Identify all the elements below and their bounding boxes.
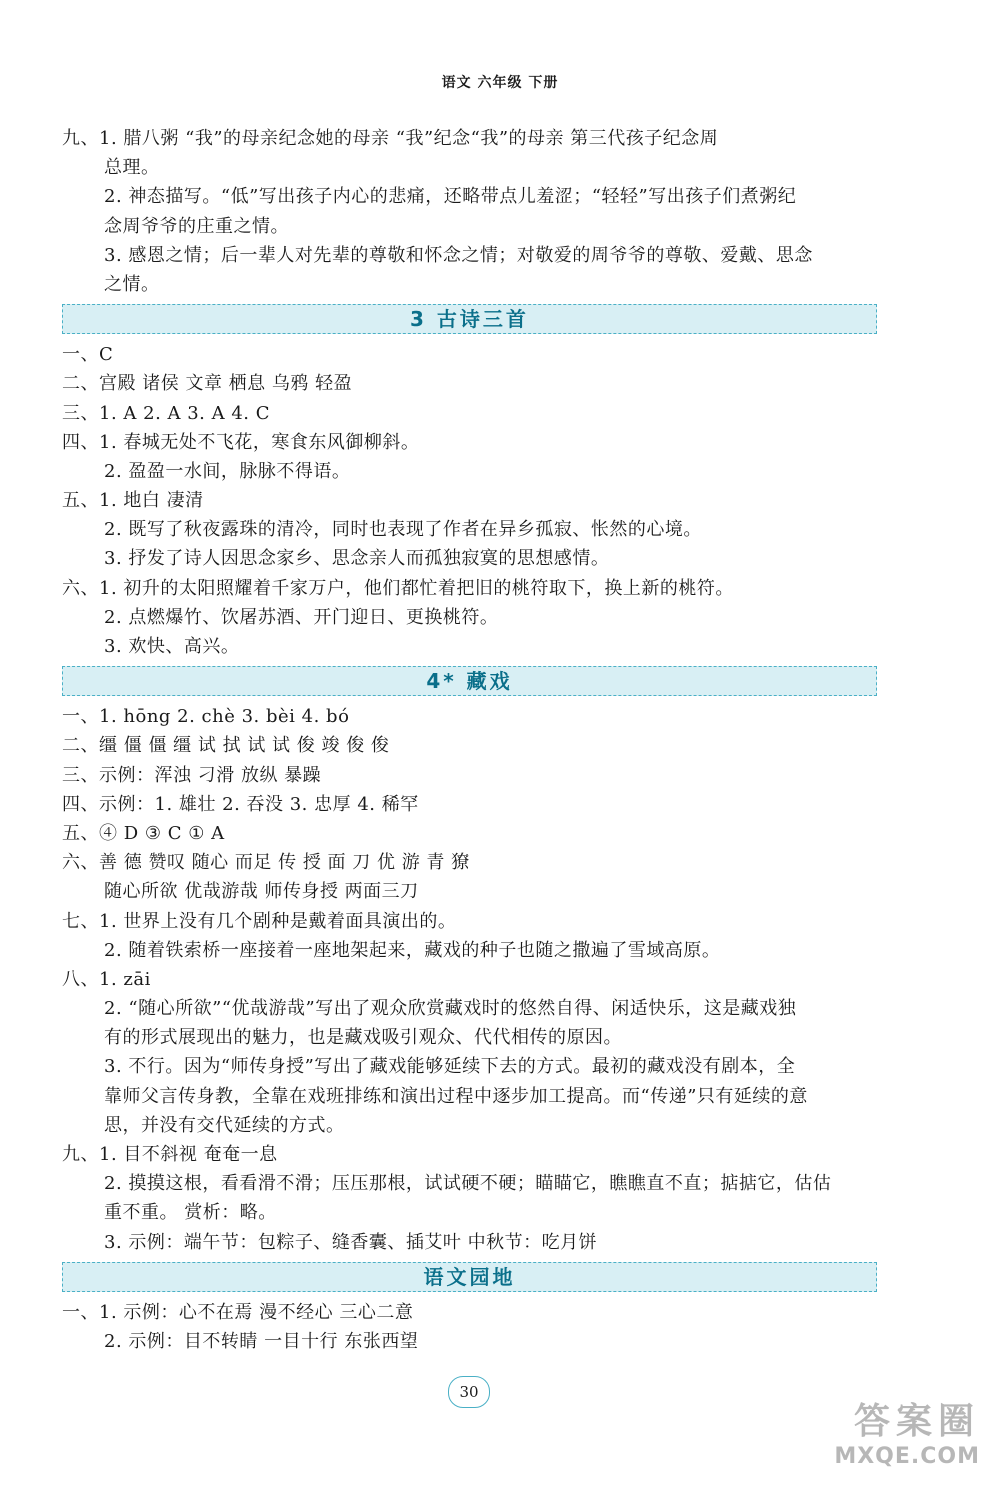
- answer-line: 2. 神态描写。“低”写出孩子内心的悲痛，还略带点儿羞涩；“轻轻”写出孩子们煮粥纪: [104, 186, 797, 208]
- answer-line: 九、1. 目不斜视 奄奄一息: [62, 1144, 278, 1165]
- section-d: [62, 1298, 877, 1356]
- answer-line: 2. 盈盈一水间，脉脉不得语。: [104, 460, 351, 482]
- answer-line: 八、1. zāi: [62, 968, 151, 990]
- answer-line: 念周爷爷的庄重之情。: [104, 215, 289, 237]
- answer-line: 2. 既写了秋夜露珠的清冷，同时也表现了作者在异乡孤寂、怅然的心境。: [104, 519, 702, 541]
- answer-line: 四、1. 春城无处不飞花，寒食东风御柳斜。: [62, 431, 420, 453]
- answer-content: [62, 124, 877, 1356]
- answer-line: 五、1. 地白 凄清: [62, 490, 204, 512]
- answer-line: 2. “随心所欲”“优哉游哉”写出了观众欣赏藏戏时的悠然自得、闲适快乐，这是藏戏独: [104, 998, 797, 1020]
- answer-line: 六、1. 初升的太阳照耀着千家万户，他们都忙着把旧的桃符取下，换上新的桃符。: [62, 577, 734, 599]
- section-b: [62, 340, 877, 661]
- section-banner-tibetan-opera: 4* 藏戏: [62, 666, 877, 696]
- answer-line: 七、1. 世界上没有几个剧种是戴着面具演出的。: [62, 910, 457, 932]
- answer-line: 思，并没有交代延续的方式。: [104, 1114, 345, 1136]
- answer-line: 二、宫殿 诸侯 文章 栖息 乌鸦 轻盈: [62, 373, 353, 395]
- answer-line: 五、④ D ③ C ① A: [62, 822, 225, 844]
- answer-line: 随心所欲 优哉游哉 师传身授 两面三刀: [104, 881, 419, 903]
- answer-line: 一、1. 示例：心不在焉 漫不经心 三心二意: [62, 1301, 414, 1323]
- answer-line: 重不重。 赏析：略。: [104, 1202, 277, 1224]
- answer-line: 3. 不行。因为“师传身授”写出了藏戏能够延续下去的方式。最初的藏戏没有剧本，全: [104, 1056, 796, 1078]
- answer-line: 有的形式展现出的魅力，也是藏戏吸引观众、代代相传的原因。: [104, 1027, 622, 1049]
- answer-line: 一、1. hōng 2. chè 3. bèi 4. bó: [62, 706, 350, 728]
- answer-line: 2. 随着铁索桥一座接着一座地架起来，藏戏的种子也随之撒遍了雪域高原。: [104, 939, 721, 961]
- answer-line: 三、示例：浑浊 刁滑 放纵 暴躁: [62, 764, 322, 786]
- answer-line: 总理。: [104, 157, 160, 179]
- answer-line: 四、示例：1. 雄壮 2. 吞没 3. 忠厚 4. 稀罕: [62, 793, 419, 815]
- watermark-url: MXQE.COM: [834, 1444, 980, 1469]
- answer-line: 3. 示例：端午节：包粽子、缝香囊、插艾叶 中秋节：吃月饼: [104, 1231, 598, 1253]
- watermark: [780, 1393, 980, 1473]
- answer-line: 九、1. 腊八粥 “我”的母亲纪念她的母亲 “我”纪念“我”的母亲 第三代孩子纪念周: [62, 128, 719, 149]
- answer-line: 一、C: [62, 344, 114, 366]
- answer-line: 六、善 德 赞叹 随心 而足 传 授 面 刀 优 游 青 獠: [62, 852, 470, 874]
- answer-line: 3. 抒发了诗人因思念家乡、思念亲人而孤独寂寞的思想感情。: [104, 548, 610, 570]
- page-header: 语文 六年级 下册: [441, 75, 559, 91]
- page-number: 30: [448, 1376, 490, 1408]
- answer-line: 二、缰 僵 僵 缰 试 拭 试 试 俊 竣 俊 俊: [62, 735, 390, 757]
- answer-line: 2. 示例：目不转睛 一目十行 东张西望: [104, 1330, 419, 1352]
- answer-line: 靠师父言传身教，全靠在戏班排练和演出过程中逐步加工提高。而“传递”只有延续的意: [104, 1085, 808, 1107]
- answer-line: 2. 点燃爆竹、饮屠苏酒、开门迎日、更换桃符。: [104, 606, 499, 628]
- answer-line: 三、1. A 2. A 3. A 4. C: [62, 402, 271, 424]
- answer-line: 之情。: [104, 273, 160, 295]
- answer-line: 3. 欢快、高兴。: [104, 636, 240, 657]
- section-banner-poems: 3 古诗三首: [62, 304, 877, 334]
- answer-line: 3. 感恩之情；后一辈人对先辈的尊敬和怀念之情；对敬爱的周爷爷的尊敬、爱戴、思念: [104, 244, 813, 266]
- section-banner-chinese-garden: 语文园地: [62, 1262, 877, 1292]
- answer-line: 2. 摸摸这根，看看滑不滑；压压那根，试试硬不硬；瞄瞄它，瞧瞧直不直；掂掂它，估估: [104, 1173, 832, 1195]
- section-c: [62, 702, 877, 1257]
- watermark-logo: 答案圈: [853, 1401, 980, 1442]
- section-a: [62, 124, 877, 299]
